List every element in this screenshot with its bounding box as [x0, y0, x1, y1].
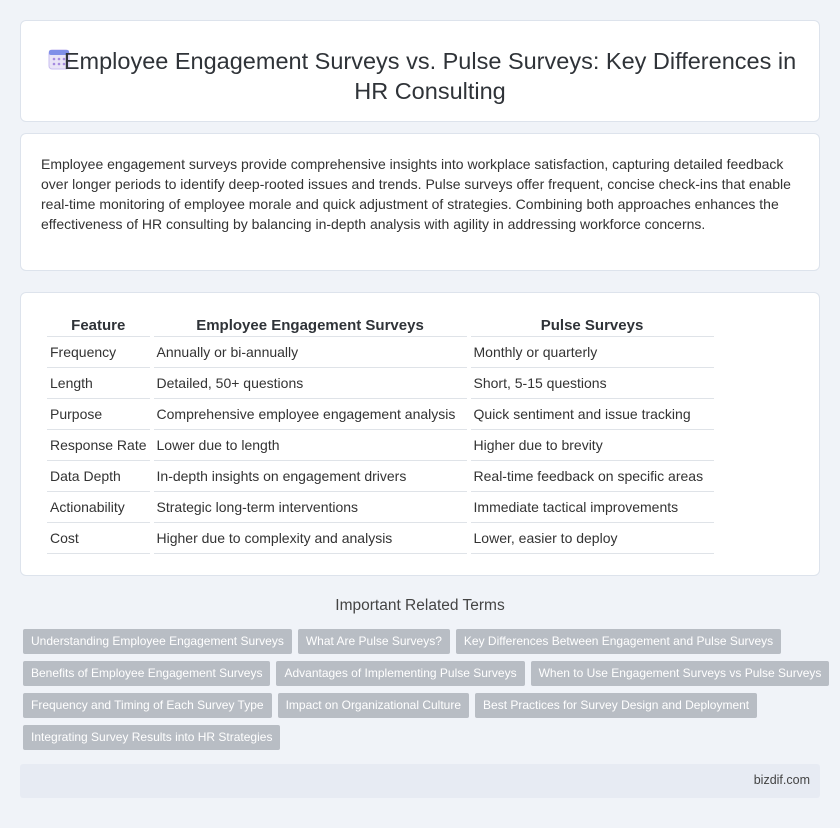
related-terms-title: Important Related Terms [335, 597, 505, 614]
table-header-row [47, 316, 714, 337]
table-row [47, 368, 714, 399]
table-cell: Cost [47, 523, 150, 554]
table-cell: Lower, easier to deploy [471, 523, 714, 554]
table-cell: Real-time feedback on specific areas [471, 461, 714, 492]
related-term-tag[interactable]: Frequency and Timing of Each Survey Type [23, 693, 272, 718]
table-cell: Actionability [47, 492, 150, 523]
comparison-table-card [20, 292, 820, 576]
table-row [47, 399, 714, 430]
header-engagement: Employee Engagement Surveys [154, 316, 467, 337]
related-term-tag[interactable]: Best Practices for Survey Design and Deployment [475, 693, 757, 718]
table-cell: Frequency [47, 337, 150, 368]
related-term-tag[interactable]: What Are Pulse Surveys? [298, 629, 450, 654]
table-cell: Purpose [47, 399, 150, 430]
table-cell: Detailed, 50+ questions [154, 368, 467, 399]
table-cell: Length [47, 368, 150, 399]
table-row [47, 461, 714, 492]
table-cell: Strategic long-term interventions [154, 492, 467, 523]
table-cell: Lower due to length [154, 430, 467, 461]
table-cell: Immediate tactical improvements [471, 492, 714, 523]
table-cell: Monthly or quarterly [471, 337, 714, 368]
related-term-tag[interactable]: Impact on Organizational Culture [278, 693, 469, 718]
related-term-tag[interactable]: Key Differences Between Engagement and Pulse Surveys [456, 629, 781, 654]
title-card [20, 20, 820, 122]
intro-paragraph: Employee engagement surveys provide comprehensive insights into workplace satisfaction, capturing detailed feedback over longer periods to identify deep-rooted issues and trends. Pulse surveys offer frequent, concise check-ins that enable real-time monitoring of employee morale and quick adjustment of strategies. Combining both approaches enhances the effectiveness of HR consulting by balancing in-depth analysis with agility in addressing workforce concerns. [41, 156, 791, 232]
table-row [47, 492, 714, 523]
intro-card [20, 133, 820, 271]
table-row [47, 523, 714, 554]
table-cell: Quick sentiment and issue tracking [471, 399, 714, 430]
related-term-tag[interactable]: Advantages of Implementing Pulse Surveys [276, 661, 524, 686]
table-cell: Comprehensive employee engagement analysis [154, 399, 467, 430]
table-cell: Response Rate [47, 430, 150, 461]
table-row [47, 430, 714, 461]
table-cell: Higher due to complexity and analysis [154, 523, 467, 554]
related-term-tag[interactable]: Integrating Survey Results into HR Strategies [23, 725, 280, 750]
footer [20, 764, 820, 798]
footer-site-link[interactable]: bizdif.com [753, 773, 810, 787]
comparison-table [43, 316, 718, 554]
related-term-tag[interactable]: Understanding Employee Engagement Surveys [23, 629, 292, 654]
related-term-tag[interactable]: Benefits of Employee Engagement Surveys [23, 661, 270, 686]
header-feature: Feature [47, 316, 150, 337]
table-row [47, 337, 714, 368]
table-cell: In-depth insights on engagement drivers [154, 461, 467, 492]
table-cell: Annually or bi-annually [154, 337, 467, 368]
related-term-tag[interactable]: When to Use Engagement Surveys vs Pulse Surveys [531, 661, 830, 686]
page-title: Employee Engagement Surveys vs. Pulse Surveys: Key Differences in HR Consulting [63, 48, 797, 104]
table-cell: Short, 5-15 questions [471, 368, 714, 399]
table-cell: Data Depth [47, 461, 150, 492]
header-pulse: Pulse Surveys [471, 316, 714, 337]
table-cell: Higher due to brevity [471, 430, 714, 461]
